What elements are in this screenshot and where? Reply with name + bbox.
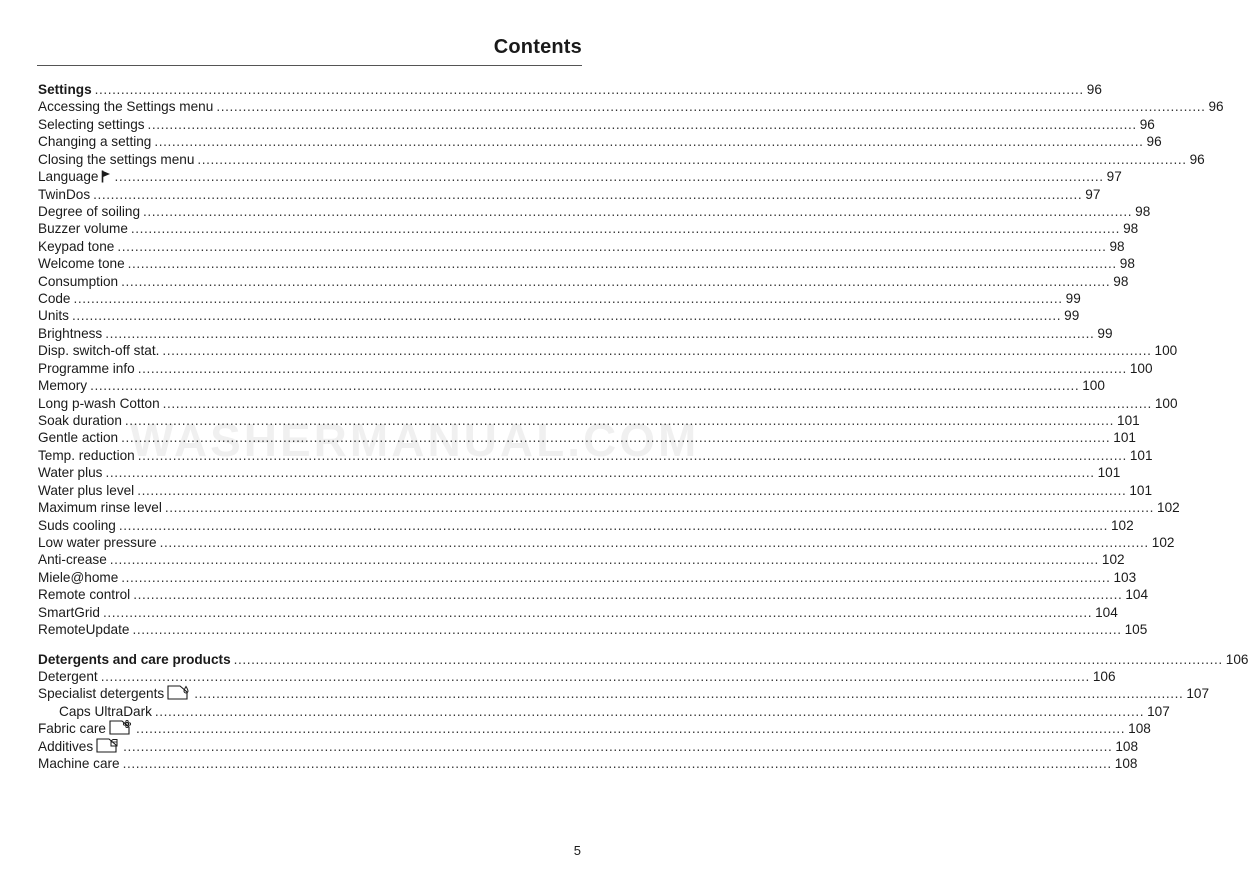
toc-entry-text: Anti-crease	[38, 552, 107, 568]
dot-leader	[131, 220, 1120, 237]
toc-entry-brightness[interactable]	[38, 325, 1113, 342]
toc-entry-page: 102	[1111, 517, 1134, 533]
toc-entry-text: Memory	[38, 378, 88, 394]
toc-entry-label	[38, 186, 90, 203]
toc-entry-label	[38, 569, 118, 586]
toc-entry-label	[38, 98, 213, 115]
toc-entry-label	[38, 755, 120, 772]
toc-entry-page: 108	[1115, 738, 1139, 754]
toc-entry-page: 96	[1208, 99, 1224, 115]
toc-entry-label	[38, 307, 69, 324]
toc-entry-page: 96	[1139, 116, 1155, 132]
toc-entry-temp-reduction[interactable]	[38, 447, 1153, 464]
dot-leader	[154, 133, 1143, 150]
toc-entry-page: 107	[1147, 703, 1170, 719]
toc-entry-label	[38, 551, 107, 568]
toc-entry-text: Suds cooling	[38, 517, 116, 533]
toc-entry-welcome-tone[interactable]	[38, 255, 1135, 272]
toc-entry-label	[38, 290, 71, 307]
dot-leader	[119, 517, 1108, 534]
toc-entry-low-water-pressure[interactable]	[38, 534, 1175, 551]
dot-leader	[95, 81, 1084, 98]
toc-entry-soak-duration[interactable]	[38, 412, 1140, 429]
toc-entry-page: 100	[1154, 395, 1178, 411]
toc-entry-label	[38, 586, 130, 603]
toc-entry-text: Programme info	[38, 360, 135, 376]
toc-entry-maximum-rinse-level[interactable]	[38, 499, 1180, 516]
toc-entry-page: 98	[1119, 256, 1135, 272]
toc-entry-text: SmartGrid	[38, 604, 100, 620]
dot-leader	[121, 569, 1110, 586]
toc-entry-label	[38, 668, 98, 685]
toc-entry-label	[38, 447, 135, 464]
dot-leader	[162, 342, 1151, 359]
toc-entry-text: Buzzer volume	[38, 221, 128, 237]
toc-entry-page: 99	[1064, 308, 1080, 324]
toc-entry-label	[38, 360, 135, 377]
toc-entry-page: 100	[1082, 378, 1105, 394]
dot-leader	[165, 499, 1154, 516]
toc-entry-text: Settings	[38, 82, 92, 97]
dot-leader	[105, 464, 1094, 481]
toc-entry-page: 101	[1117, 413, 1140, 429]
dot-leader	[90, 377, 1079, 394]
toc-entry-page: 102	[1101, 552, 1125, 568]
toc-entry-page: 96	[1146, 134, 1162, 150]
toc-entry-page: 98	[1123, 221, 1139, 237]
dot-leader	[110, 551, 1099, 568]
toc-entry-label	[38, 203, 140, 220]
toc-entry-page: 103	[1113, 569, 1137, 585]
toc-entry-label	[38, 464, 102, 481]
toc-entry-text: Maximum rinse level	[38, 500, 162, 516]
toc-entry-page: 104	[1095, 604, 1118, 620]
toc-entry-page: 106	[1225, 651, 1248, 667]
toc-entry-page: 98	[1109, 238, 1125, 254]
toc-entry-settings[interactable]	[38, 81, 1102, 98]
toc-entry-specialist-detergents[interactable]	[38, 685, 1210, 702]
toc-entry-text: Degree of soiling	[38, 203, 141, 219]
toc-entry-text: Water plus	[38, 465, 103, 481]
toc-entry-text: Closing the settings menu	[38, 151, 195, 167]
toc-entry-label	[38, 133, 151, 150]
toc-entry-programme-info[interactable]	[38, 360, 1153, 377]
toc-entry-label	[38, 651, 231, 668]
dot-leader	[132, 621, 1121, 638]
toc-entry-label	[38, 342, 159, 359]
dot-leader	[143, 203, 1132, 220]
dot-leader	[101, 668, 1090, 685]
toc-entry-water-plus[interactable]	[38, 464, 1121, 481]
toc-entry-selecting-settings[interactable]	[38, 116, 1155, 133]
header-rule	[37, 65, 582, 66]
toc-entry-label	[38, 517, 116, 534]
toc-entry-memory[interactable]	[38, 377, 1105, 394]
toc-entry-disp-switch-off-stat[interactable]	[38, 342, 1178, 359]
toc-entry-changing-a-setting[interactable]	[38, 133, 1162, 150]
toc-entry-text: Fabric care	[38, 721, 106, 737]
toc-entry-label	[38, 325, 102, 342]
toc-entry-accessing-the-settings-menu[interactable]	[38, 98, 1224, 115]
toc-entry-label	[38, 255, 125, 272]
toc-entry-label	[38, 412, 122, 429]
toc-entry-text: Selecting settings	[38, 116, 145, 132]
dot-leader	[128, 255, 1117, 272]
toc-entry-closing-the-settings-menu[interactable]	[38, 151, 1205, 168]
toc-entry-text: Gentle action	[38, 430, 119, 446]
toc-entry-page: 104	[1125, 587, 1149, 603]
toc-entry-units[interactable]	[38, 307, 1080, 324]
dot-leader	[136, 720, 1125, 737]
toc-entry-label	[38, 273, 118, 290]
toc-entry-text: Remote control	[38, 587, 131, 603]
toc-entry-text: Code	[38, 291, 71, 307]
toc-entry-page: 98	[1135, 203, 1151, 219]
dot-leader	[163, 395, 1152, 412]
dot-leader	[148, 116, 1137, 133]
toc-entry-text: Long p-wash Cotton	[38, 395, 160, 411]
toc-entry-page: 100	[1154, 343, 1178, 359]
toc-entry-label	[38, 238, 114, 255]
toc-entry-additives[interactable]	[38, 738, 1139, 755]
toc-entry-buzzer-volume[interactable]	[38, 220, 1139, 237]
toc-entry-text: Units	[38, 308, 69, 324]
toc-entry-text: Low water pressure	[38, 534, 157, 550]
dot-leader	[93, 186, 1082, 203]
toc-entry-page: 108	[1128, 721, 1151, 737]
dot-leader	[125, 412, 1114, 429]
dot-leader	[123, 755, 1112, 772]
toc-entry-twindos[interactable]	[38, 186, 1101, 203]
toc-entry-text: RemoteUpdate	[38, 622, 130, 638]
toc-entry-page: 101	[1129, 482, 1153, 498]
toc-entry-text: Water plus level	[38, 482, 135, 498]
toc-entry-page: 96	[1189, 151, 1205, 167]
toc-entry-page: 97	[1106, 169, 1122, 185]
toc-entry-page: 102	[1157, 500, 1180, 516]
toc-entry-text: Miele@home	[38, 569, 119, 585]
dot-leader	[234, 651, 1223, 668]
toc-entry-text: Detergents and care products	[38, 651, 231, 667]
toc-entry-label	[38, 499, 162, 516]
watermark: WASHERMANUAL.COM	[130, 414, 700, 466]
toc-entry-suds-cooling[interactable]	[38, 517, 1134, 534]
toc-entry-label	[38, 220, 128, 237]
toc-entry-text: Language	[38, 169, 99, 185]
toc-entry-label	[38, 377, 87, 394]
toc-entry-page: 99	[1097, 325, 1113, 341]
toc-entry-label	[38, 429, 118, 446]
dot-leader	[138, 447, 1127, 464]
toc-entry-label	[38, 534, 157, 551]
toc-entry-remoteupdate[interactable]	[38, 621, 1148, 638]
page-number: 5	[573, 843, 581, 858]
toc-entry-text: Welcome tone	[38, 256, 125, 272]
toc-entry-text: Disp. switch-off stat.	[38, 343, 160, 359]
dot-leader	[72, 307, 1061, 324]
toc-entry-page: 99	[1065, 291, 1081, 307]
toc-entry-label	[38, 604, 100, 621]
toc-entry-gentle-action[interactable]	[38, 429, 1136, 446]
toc-section	[38, 651, 1248, 773]
toc-entry-detergents-and-care-products[interactable]	[38, 651, 1248, 668]
toc-entry-page: 97	[1085, 186, 1101, 202]
toc-entry-fabric-care[interactable]	[38, 720, 1151, 737]
dot-leader	[74, 290, 1063, 307]
dot-leader	[121, 273, 1110, 290]
toc-entry-water-plus-level[interactable]	[38, 482, 1153, 499]
dot-leader	[194, 685, 1183, 702]
toc-entry-page: 101	[1113, 430, 1136, 446]
toc-entry-remote-control[interactable]	[38, 586, 1149, 603]
dot-leader	[105, 325, 1094, 342]
toc-entry-caps-ultradark[interactable]	[38, 703, 1170, 720]
toc-entry-text: Accessing the Settings menu	[38, 99, 214, 115]
toc-entry-label	[38, 151, 194, 168]
toc-entry-degree-of-soiling[interactable]	[38, 203, 1151, 220]
toc-entry-page: 106	[1092, 668, 1116, 684]
dot-leader	[197, 151, 1186, 168]
dot-leader	[137, 482, 1126, 499]
dot-leader	[155, 703, 1144, 720]
toc-entry-page: 96	[1086, 82, 1102, 97]
toc-entry-text: Detergent	[38, 668, 98, 684]
dot-leader	[117, 238, 1106, 255]
dot-leader	[114, 168, 1103, 185]
toc-entry-text: Caps UltraDark	[59, 703, 152, 719]
dot-leader	[133, 586, 1122, 603]
toc-entry-label	[38, 482, 134, 499]
toc-entry-text: TwinDos	[38, 186, 91, 202]
toc-section	[38, 81, 1224, 639]
toc-entry-miele-home[interactable]	[38, 569, 1137, 586]
toc-entry-smartgrid[interactable]	[38, 604, 1118, 621]
page-title: Contents	[493, 36, 582, 58]
dot-leader	[160, 534, 1149, 551]
toc-entry-label	[38, 81, 92, 98]
toc-entry-keypad-tone[interactable]	[38, 238, 1125, 255]
dot-leader	[121, 429, 1110, 446]
toc-entry-page: 98	[1113, 273, 1129, 289]
toc-entry-consumption[interactable]	[38, 273, 1129, 290]
table-of-contents	[38, 81, 1248, 772]
toc-entry-text: Specialist detergents	[38, 686, 165, 702]
dot-leader	[216, 98, 1205, 115]
dot-leader	[138, 360, 1127, 377]
toc-entry-page: 100	[1129, 360, 1153, 376]
toc-entry-detergent[interactable]	[38, 668, 1116, 685]
toc-entry-text: Soak duration	[38, 413, 122, 429]
toc-entry-text: Keypad tone	[38, 238, 115, 254]
toc-entry-text: Additives	[38, 738, 94, 754]
toc-entry-label	[38, 395, 160, 412]
toc-entry-page: 105	[1124, 622, 1148, 638]
toc-entry-page: 101	[1129, 447, 1153, 463]
toc-entry-text: Changing a setting	[38, 134, 152, 150]
toc-entry-language[interactable]	[38, 168, 1122, 185]
toc-entry-label	[38, 116, 145, 133]
toc-entry-anti-crease[interactable]	[38, 551, 1125, 568]
toc-entry-text: Temp. reduction	[38, 447, 135, 463]
toc-entry-page: 101	[1097, 465, 1121, 481]
toc-entry-long-p-wash-cotton[interactable]	[38, 395, 1178, 412]
toc-entry-label	[38, 621, 129, 638]
dot-leader	[123, 738, 1112, 755]
toc-entry-code[interactable]	[38, 290, 1081, 307]
toc-entry-text: Machine care	[38, 756, 120, 772]
toc-entry-text: Brightness	[38, 325, 103, 341]
toc-entry-page: 107	[1186, 686, 1210, 702]
dot-leader	[103, 604, 1092, 621]
toc-entry-text: Consumption	[38, 273, 119, 289]
toc-entry-page: 108	[1114, 756, 1138, 772]
toc-entry-machine-care[interactable]	[38, 755, 1138, 772]
toc-entry-label	[59, 703, 152, 720]
toc-entry-page: 102	[1151, 534, 1175, 550]
